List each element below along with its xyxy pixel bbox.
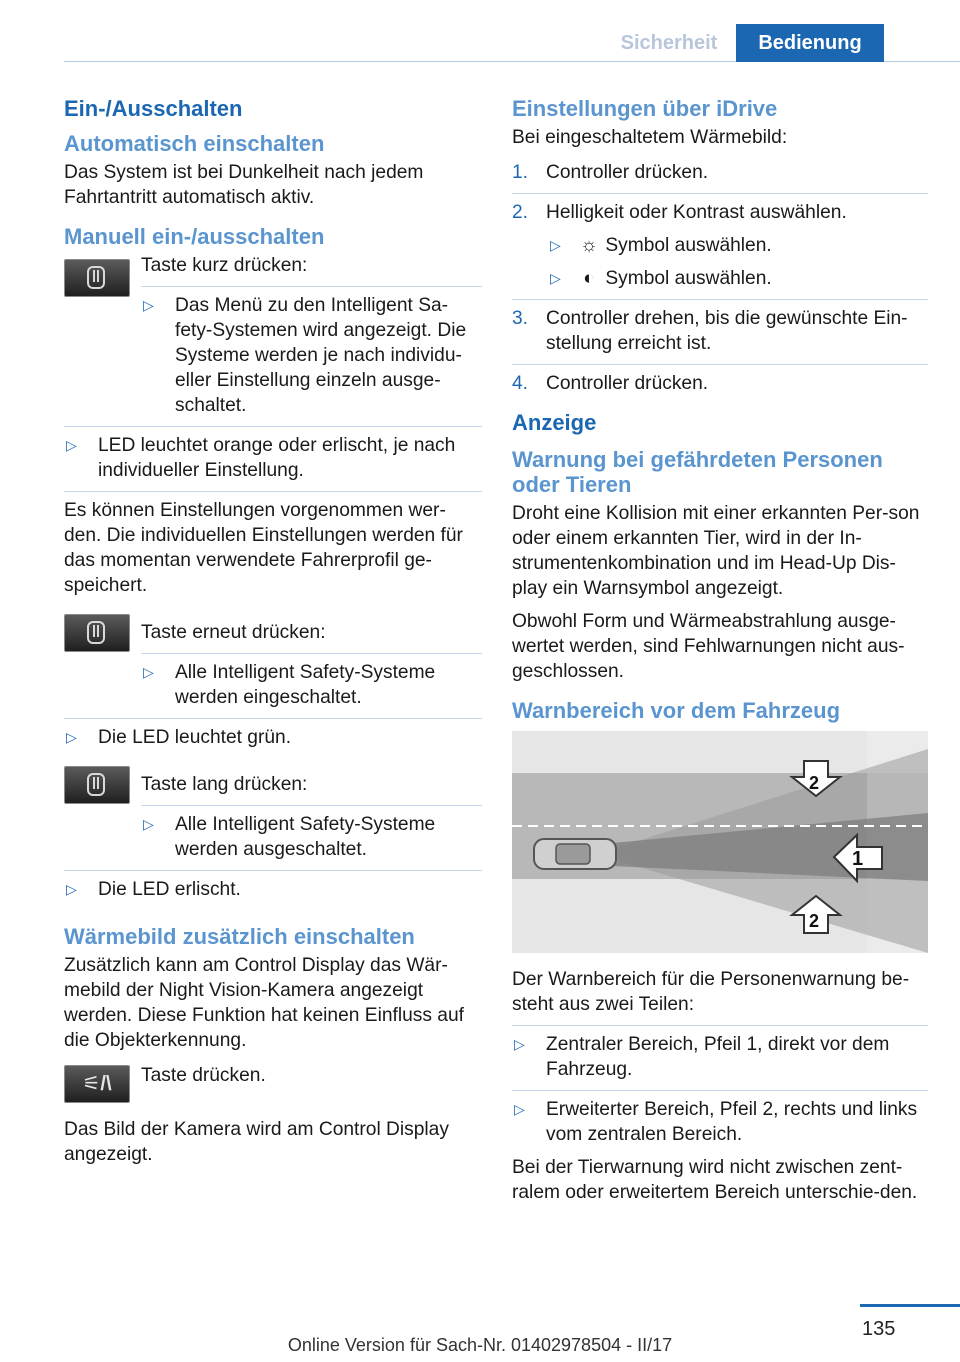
heading-anzeige: Anzeige bbox=[512, 410, 597, 435]
tab-sicherheit[interactable]: Sicherheit bbox=[620, 32, 718, 54]
safety-button-icon bbox=[64, 614, 130, 652]
paragraph-thermal: Zusätzlich kann am Control Display das Wär-mebild der Night Vision-Kamera angezeigt werden. Diese Funktion hat keinen Einfluss auf die Objekterkennung. bbox=[64, 955, 464, 1051]
triangle-bullet-icon: ▷ bbox=[143, 297, 154, 313]
step-2: 2. Helligkeit oder Kontrast auswählen. bbox=[512, 202, 847, 223]
safety-button-icon bbox=[64, 766, 130, 804]
paragraph-idrive: Bei eingeschaltetem Wärmebild: bbox=[512, 127, 788, 148]
long-press-text: Taste lang drücken: bbox=[141, 774, 308, 795]
night-vision-button-icon: ⚟/\ bbox=[64, 1065, 130, 1103]
page-number: 135 bbox=[862, 1318, 896, 1340]
car-icon bbox=[534, 839, 616, 869]
list-item: ▷ Die LED erlischt. bbox=[66, 879, 241, 900]
triangle-bullet-icon: ▷ bbox=[514, 1036, 525, 1052]
list-item: ▷ Das Menü zu den Intelligent Sa-fety-Systemen wird angezeigt. Die Systeme werden je nach individu-eller Einstellung einzeln ausge-schaltet. bbox=[143, 295, 467, 416]
list-item: ▷ Die LED leuchtet grün. bbox=[66, 727, 292, 748]
heading-ein-ausschalten: Ein-/Ausschalten bbox=[64, 96, 243, 121]
sun-icon: ☼ bbox=[580, 235, 598, 256]
again-press-text: Taste erneut drücken: bbox=[141, 622, 326, 643]
online-version-note: Online Version für Sach-Nr. 01402978504 - II/17 bbox=[287, 1335, 673, 1355]
again-press-block bbox=[64, 620, 482, 710]
svg-text:1: 1 bbox=[852, 848, 864, 870]
long-press-block bbox=[64, 772, 482, 862]
press-block bbox=[64, 1063, 482, 1111]
step-1: 1. Controller drücken. bbox=[512, 162, 709, 183]
heading-automatisch: Automatisch einschalten bbox=[64, 131, 325, 156]
triangle-bullet-icon: ▷ bbox=[66, 729, 77, 745]
svg-text:2: 2 bbox=[809, 773, 820, 793]
paragraph-auto: Das System ist bei Dunkelheit nach jedem Fahrtantritt automatisch aktiv. bbox=[64, 162, 424, 208]
list-item: ▷ Erweiterter Bereich, Pfeil 2, rechts und links vom zentralen Bereich. bbox=[514, 1099, 918, 1145]
safety-button-icon bbox=[64, 259, 130, 297]
warning-zone-diagram bbox=[512, 731, 928, 953]
heading-idrive: Einstellungen über iDrive bbox=[512, 96, 778, 121]
triangle-bullet-icon: ▷ bbox=[143, 664, 154, 680]
step-4: 4. Controller drücken. bbox=[512, 373, 709, 394]
triangle-bullet-icon: ▷ bbox=[550, 237, 561, 253]
heading-warnung: Warnung bei gefährdeten Personen oder Tieren bbox=[512, 447, 883, 497]
triangle-bullet-icon: ▷ bbox=[143, 816, 154, 832]
press-text: Taste drücken. bbox=[141, 1065, 266, 1086]
heading-waermebild: Wärmebild zusätzlich einschalten bbox=[64, 924, 415, 949]
warning-zone-figure bbox=[512, 731, 928, 953]
list-item: ▷ Zentraler Bereich, Pfeil 1, direkt vor dem Fahrzeug. bbox=[514, 1034, 890, 1080]
footer-accent-line bbox=[860, 1304, 960, 1307]
paragraph-warning-2: Obwohl Form und Wärmeabstrahlung ausge-wertet werden, sind Fehlwarnungen nicht aus-geschlossen. bbox=[512, 611, 905, 682]
heading-manuell: Manuell ein-/ausschalten bbox=[64, 224, 325, 249]
list-item: ▷ Alle Intelligent Safety-Systeme werden eingeschaltet. bbox=[143, 662, 436, 708]
step-3: 3. Controller drehen, bis die gewünschte Ein-stellung erreicht ist. bbox=[512, 308, 908, 354]
tab-bedienung[interactable]: Bedienung bbox=[736, 24, 884, 62]
paragraph-warning-1: Droht eine Kollision mit einer erkannten Per-son oder einem erkannten Tier, wird in der In-strumentenkombination und im Head-Up Dis-play ein Warnsymbol angezeigt. bbox=[512, 503, 920, 599]
triangle-bullet-icon: ▷ bbox=[66, 437, 77, 453]
heading-warnbereich: Warnbereich vor dem Fahrzeug bbox=[512, 698, 841, 723]
paragraph-settings: Es können Einstellungen vorgenommen wer-den. Die individuellen Einstellungen werden für das momentan verwendete Fahrerprofil ge-speichert. bbox=[64, 500, 463, 596]
paragraph-zone: Der Warnbereich für die Personenwarnung be-steht aus zwei Teilen: bbox=[512, 969, 910, 1015]
right-column bbox=[512, 96, 928, 1213]
triangle-bullet-icon: ▷ bbox=[514, 1101, 525, 1117]
contrast-icon: ◐ bbox=[583, 268, 595, 289]
paragraph-camera: Das Bild der Kamera wird am Control Display angezeigt. bbox=[64, 1119, 449, 1165]
triangle-bullet-icon: ▷ bbox=[66, 881, 77, 897]
short-press-block bbox=[64, 253, 482, 418]
sub-item-contrast: ▷ ◐ Symbol auswählen. bbox=[550, 268, 772, 289]
sub-item-brightness: ▷ ☼ Symbol auswählen. bbox=[550, 235, 772, 256]
left-column bbox=[64, 96, 482, 1175]
short-press-text: Taste kurz drücken: bbox=[141, 255, 308, 276]
svg-text:2: 2 bbox=[809, 911, 820, 931]
list-item: ▷ Alle Intelligent Safety-Systeme werden ausgeschaltet. bbox=[143, 814, 436, 860]
triangle-bullet-icon: ▷ bbox=[550, 270, 561, 286]
paragraph-animal: Bei der Tierwarnung wird nicht zwischen zent-ralem oder erweitertem Bereich unterschie-den. bbox=[512, 1157, 918, 1203]
list-item: ▷ LED leuchtet orange oder erlischt, je nach individueller Einstellung. bbox=[66, 435, 456, 481]
